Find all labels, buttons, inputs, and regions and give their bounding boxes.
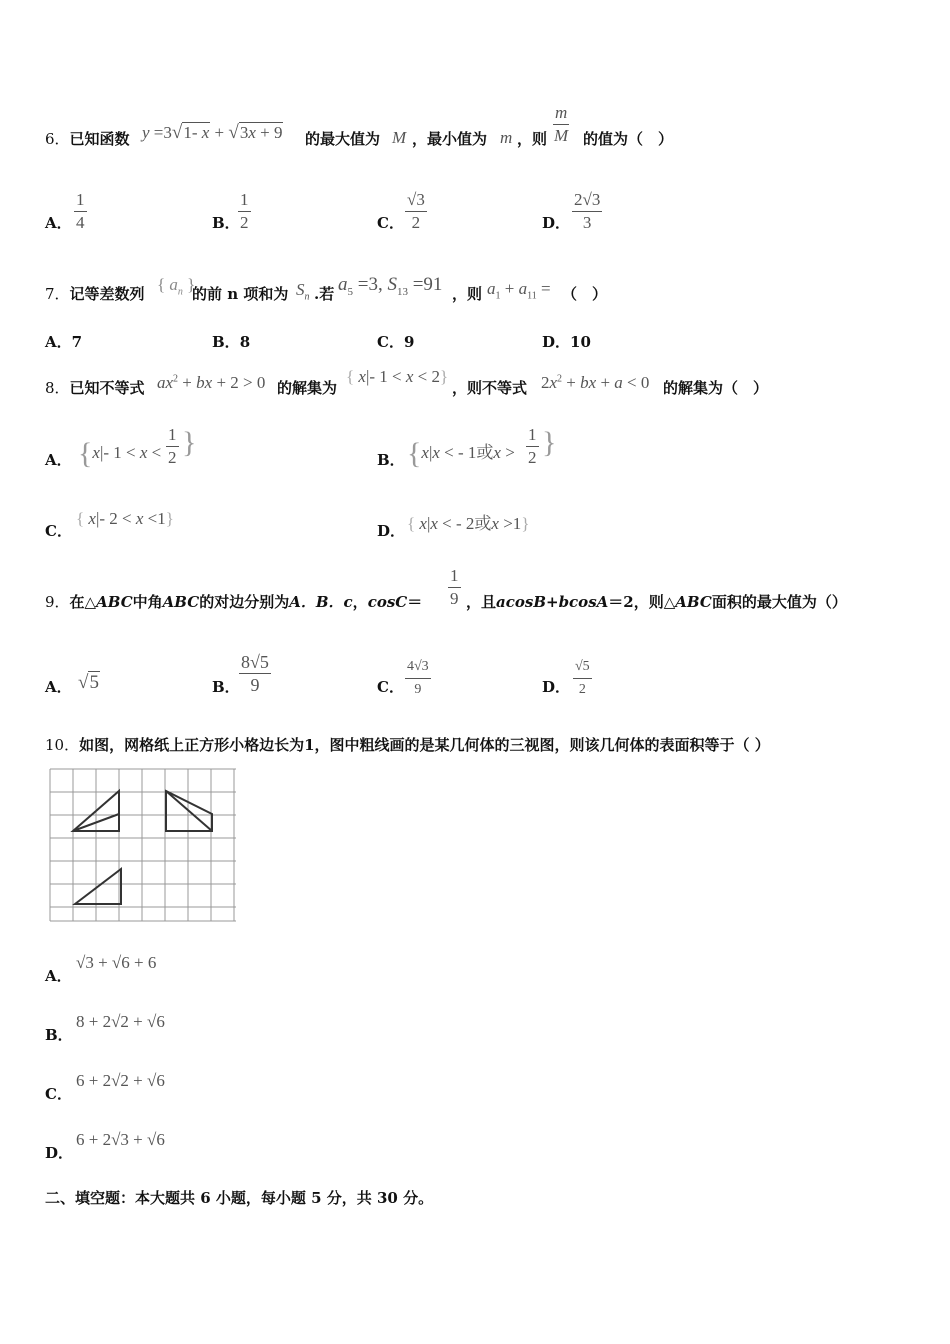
q7-Sn: $S_n$	[296, 280, 310, 303]
q9-option-b-label[interactable]: B．	[212, 678, 240, 696]
top-view-triangle	[75, 869, 121, 904]
q9-option-a-label[interactable]: A．	[45, 678, 72, 696]
q8-option-c-label[interactable]: C．	[45, 522, 72, 540]
q7-option-c[interactable]: C．9	[377, 333, 415, 351]
q8-set-1: { x|- 1 < x < 2}	[346, 367, 449, 386]
q8-text-4: 的解集为（ ）	[663, 379, 769, 397]
q6-M: M	[392, 128, 407, 147]
q6-number: 6．	[45, 130, 70, 148]
q8-text-3: ，则不等式	[452, 379, 528, 397]
q9-option-c-value[interactable]: $\frac{4√3}{9}$	[405, 656, 431, 701]
q6-option-b-value[interactable]: $\frac{1}{2}$	[240, 190, 249, 232]
q6-option-d-label[interactable]: D．	[542, 214, 571, 232]
q10-option-a-value[interactable]: √3 + √6 + 6	[76, 953, 157, 972]
q8-option-a-brace: }	[182, 426, 197, 459]
q10-option-c-value[interactable]: 6 + 2√2 + √6	[76, 1071, 165, 1090]
q6-option-a-label[interactable]: A．	[45, 214, 72, 232]
q6-text-3: ，最小值为	[412, 130, 488, 148]
q8-option-a-value[interactable]: {x|- 1 < x <	[78, 437, 162, 470]
q6-option-a-value[interactable]: $\frac{1}{4}$	[76, 190, 85, 232]
q9-number: 9．	[45, 593, 70, 611]
q10-three-view-figure	[48, 765, 240, 925]
q7-text-3: .若	[314, 285, 335, 303]
q7-condition: $a_5 =3$, $S_{13} =91$	[338, 274, 443, 298]
q7-number: 7．	[45, 285, 70, 303]
q9-stem-a: 9．在△ABC中角ABC的对边分别为A．B．c，cosC＝	[45, 593, 423, 611]
q7-option-d[interactable]: D．10	[542, 333, 591, 351]
q9-cos-frac: $\frac{1}{9}$	[450, 566, 459, 608]
q8-stem	[45, 377, 145, 398]
q8-option-b-label[interactable]: B．	[377, 451, 405, 469]
q9-option-b-value[interactable]: $\frac{8√5}{9}$	[241, 652, 269, 695]
q8-option-d-label[interactable]: D．	[377, 522, 406, 540]
q10-option-d-value[interactable]: 6 + 2√3 + √6	[76, 1130, 165, 1149]
q10-option-b-value[interactable]: 8 + 2√2 + √6	[76, 1012, 165, 1031]
q8-option-b-brace: }	[542, 426, 557, 459]
q10-option-b-label[interactable]: B．	[45, 1026, 73, 1044]
q7-text-5: （ ）	[562, 285, 608, 303]
q8-ineq-1: $ax^2$ + bx + 2 > 0	[157, 373, 266, 392]
q7-text-2: 的前 n 项和为	[192, 285, 289, 303]
q9-option-a-value[interactable]: √5	[78, 672, 99, 693]
q10-text: 如图，网格纸上正方形小格边长为1，图中粗线画的是某几何体的三视图，则该几何体的表面积等于（ ）	[79, 736, 770, 754]
q10-option-a-label[interactable]: A．	[45, 967, 72, 985]
q6-option-d-value[interactable]: $\frac{2√3}{3}$	[574, 190, 601, 232]
q8-option-b-frac: $\frac{1}{2}$	[528, 425, 537, 467]
q6-function: y =3√1- x + √3x + 9	[142, 122, 283, 143]
q6-text-1: 已知函数	[69, 130, 130, 148]
q8-ineq-2: $2x^2$ + bx + a < 0	[541, 373, 650, 392]
q7-option-b[interactable]: B．8	[212, 333, 251, 351]
q6-m: m	[500, 128, 513, 147]
q6-option-b-label[interactable]: B．	[212, 214, 240, 232]
q8-text-1: 已知不等式	[69, 379, 145, 397]
q10-option-c-label[interactable]: C．	[45, 1085, 72, 1103]
section-2-heading: 二、填空题：本大题共 6 小题，每小题 5 分，共 30 分。	[45, 1189, 434, 1207]
q9-option-d-label[interactable]: D．	[542, 678, 571, 696]
q8-option-b-value[interactable]: {x|x < - 1或x >	[407, 437, 515, 470]
q10-option-d-label[interactable]: D．	[45, 1144, 74, 1162]
q9-option-c-label[interactable]: C．	[377, 678, 404, 696]
q9-stem-b: ，且acosB+bcosA＝2，则△ABC面积的最大值为（）	[466, 593, 847, 611]
q8-option-a-label[interactable]: A．	[45, 451, 72, 469]
q6-stem	[45, 128, 130, 149]
q8-option-d-value[interactable]: { x|x < - 2或x >1}	[407, 514, 530, 533]
q7-target: $a_1 + a_{11}$ =	[487, 279, 551, 302]
q6-text-5: 的值为（ ）	[583, 130, 674, 148]
q8-option-c-value[interactable]: { x|- 2 < x <1}	[76, 509, 174, 528]
q6-option-c-value[interactable]: $\frac{√3}{2}$	[407, 190, 425, 232]
grid-lines	[50, 769, 236, 921]
q7-option-a[interactable]: A．7	[45, 333, 83, 351]
q9-option-d-value[interactable]: $\frac{√5}{2}$	[573, 656, 592, 701]
q7-text-4: ，则	[452, 285, 483, 303]
q8-option-a-frac: $\frac{1}{2}$	[168, 425, 177, 467]
q10-number: 10．	[45, 736, 80, 754]
q6-option-c-label[interactable]: C．	[377, 214, 404, 232]
q6-ratio: $\frac{m}{M}$	[554, 103, 569, 145]
q10-stem	[45, 734, 770, 755]
q6-text-4: ，则	[517, 130, 548, 148]
q7-stem	[45, 283, 145, 304]
q7-seq: { $a_n$ }	[157, 275, 196, 298]
q8-text-2: 的解集为	[277, 379, 338, 397]
q8-number: 8．	[45, 379, 70, 397]
q7-text-1: 记等差数列	[69, 285, 145, 303]
q6-text-2: 的最大值为	[305, 130, 381, 148]
